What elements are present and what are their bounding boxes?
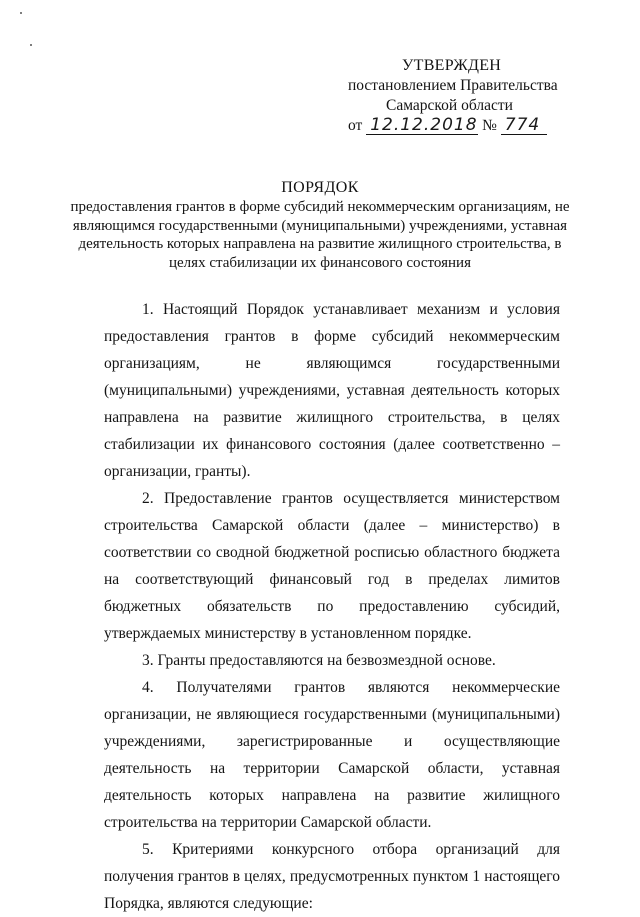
paragraph-4: 4. Получателями грантов являются некоммерческие организации, не являющиеся государственными (муниципальными) учреждениями, зарегистрированные и осуществляющие деятельность на территории Самарской области, уставная деятельность которых направлена на развитие жилищного строительства на территории Самарской области. — [104, 679, 560, 831]
paragraph-5: 5. Критериями конкурсного отбора организаций для получения грантов в целях, предусмотренных пунктом 1 настоящего Порядка, являются следующие: — [104, 841, 560, 912]
approval-region-line: Самарской области — [386, 97, 513, 114]
handwritten-number: 774 — [501, 117, 547, 135]
approval-date-line — [330, 116, 570, 136]
paragraph-2: 2. Предоставление грантов осуществляется министерством строительства Самарской области (далее – министерство) в соответствии со сводной бюджетной росписью областного бюджета на соответствующий финансовый год в пределах лимитов бюджетных обязательств по предоставлению субсидий, утверждаемых министерству в установленном порядке. — [104, 490, 560, 642]
handwritten-date: 12.12.2018 — [366, 117, 478, 135]
document-heading: ПОРЯДОК — [281, 179, 359, 196]
scan-speck — [20, 12, 22, 14]
approval-org-line: постановлением Правительства — [348, 77, 558, 94]
approval-block — [330, 56, 570, 136]
document-title-block — [60, 178, 580, 272]
scan-speck — [30, 44, 32, 46]
number-sign: № — [482, 117, 497, 134]
date-prefix: от — [348, 117, 363, 134]
approval-title: УТВЕРЖДЕН — [402, 57, 502, 74]
paragraph-3: 3. Гранты предоставляются на безвозмездной основе. — [142, 652, 496, 669]
document-subtitle: предоставления грантов в форме субсидий некоммерческим организациям, не являющимся государственными (муниципальными) учреждениями, уставная деятельность которых направлена на развитие жилищного строительства, в целях стабилизации их финансового состояния — [70, 199, 570, 271]
paragraph-1: 1. Настоящий Порядок устанавливает механизм и условия предоставления грантов в форме субсидий некоммерческим организациям, не являющимся государственными (муниципальными) учреждениями, уставная деятельность которых направлена на развитие жилищного строительства, в целях стабилизации их финансового состояния (далее соответственно – организации, гранты). — [104, 301, 560, 480]
document-body — [104, 296, 560, 917]
